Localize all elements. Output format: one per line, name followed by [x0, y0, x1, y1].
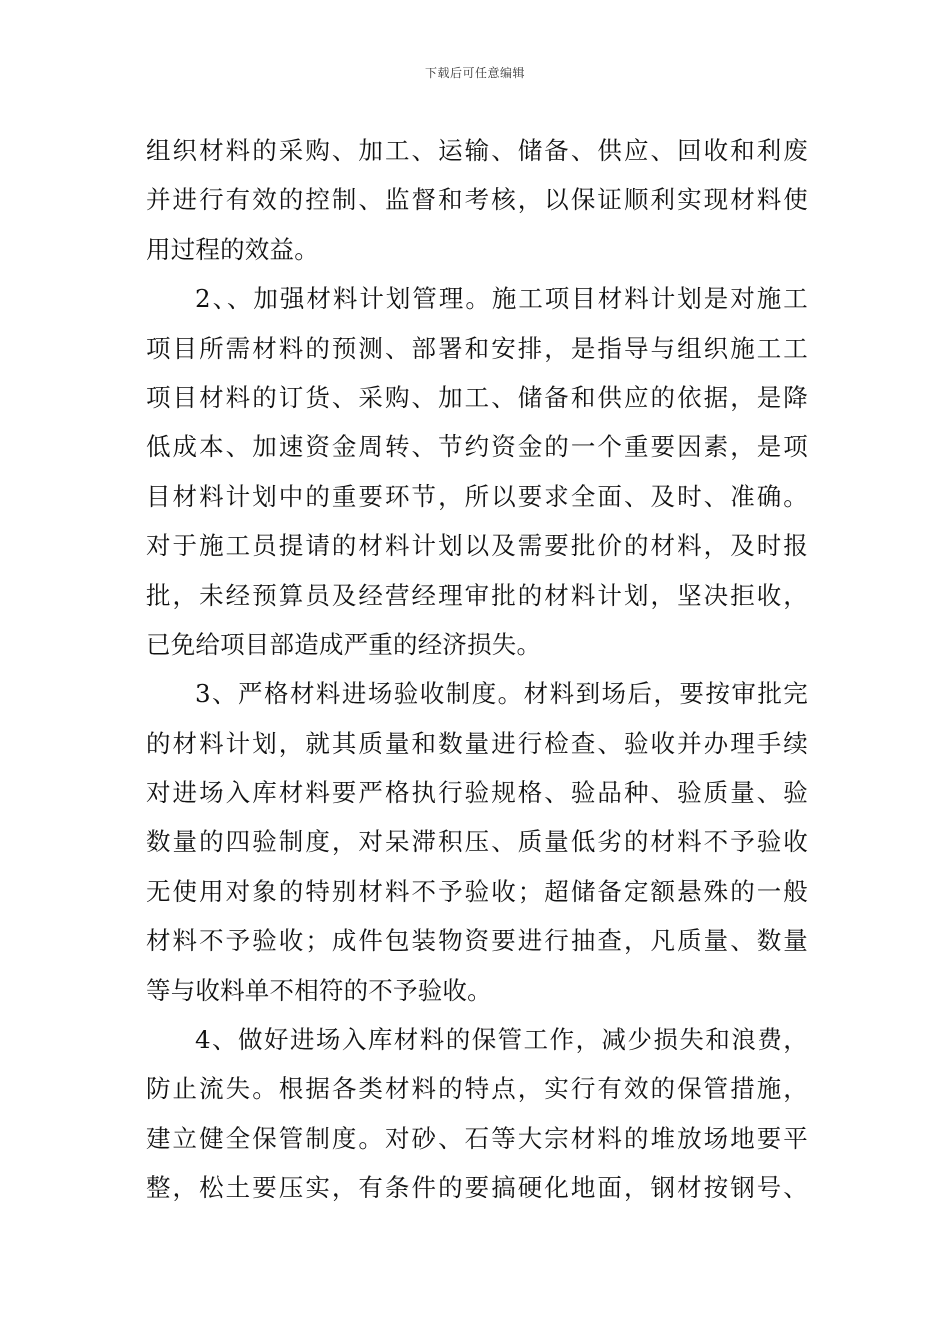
text-line: 材料不予验收；成件包装物资要进行抽查，凡质量、数量 [146, 926, 808, 956]
text-line: 防止流失。根据各类材料的特点，实行有效的保管措施， [146, 1074, 808, 1104]
document-body [146, 126, 808, 1213]
text-line: 目材料计划中的重要环节，所以要求全面、及时、准确。 [146, 481, 808, 511]
text-line: 项目材料的订货、采购、加工、储备和供应的依据，是降 [146, 382, 808, 412]
text-line: 数量的四验制度，对呆滞积压、质量低劣的材料不予验收 [146, 827, 808, 857]
text-line: 的材料计划，就其质量和数量进行检查、验收并办理手续 [146, 728, 808, 758]
text-line: 建立健全保管制度。对砂、石等大宗材料的堆放场地要平 [146, 1123, 808, 1153]
text-line: 组织材料的采购、加工、运输、储备、供应、回收和利废 [146, 136, 808, 165]
text-line: 对于施工员提请的材料计划以及需要批价的材料，及时报 [146, 531, 808, 561]
text-line: 4、做好进场入库材料的保管工作，减少损失和浪费， [195, 1025, 808, 1055]
text-line: 已免给项目部造成严重的经济损失。 [146, 629, 542, 659]
text-line: 低成本、加速资金周转、节约资金的一个重要因素，是项 [146, 432, 808, 462]
page-header: 下载后可任意编辑 [424, 66, 525, 80]
text-line: 3、严格材料进场验收制度。材料到场后，要按审批完 [195, 679, 808, 709]
text-line: 2、、加强材料计划管理。施工项目材料计划是对施工 [195, 284, 808, 314]
text-line: 批，未经预算员及经营经理审批的材料计划，坚决拒收， [146, 580, 808, 610]
text-line: 用过程的效益。 [146, 234, 319, 264]
text-line: 并进行有效的控制、监督和考核，以保证顺利实现材料使 [146, 185, 808, 215]
text-line: 整，松土要压实，有条件的要搞硬化地面，钢材按钢号、 [146, 1173, 808, 1203]
text-line: 无使用对象的特别材料不予验收；超储备定额悬殊的一般 [146, 876, 808, 906]
text-line: 对进场入库材料要严格执行验规格、验品种、验质量、验 [146, 778, 808, 808]
text-line: 项目所需材料的预测、部署和安排，是指导与组织施工工 [146, 333, 808, 363]
text-line: 等与收料单不相符的不予验收。 [146, 975, 492, 1005]
